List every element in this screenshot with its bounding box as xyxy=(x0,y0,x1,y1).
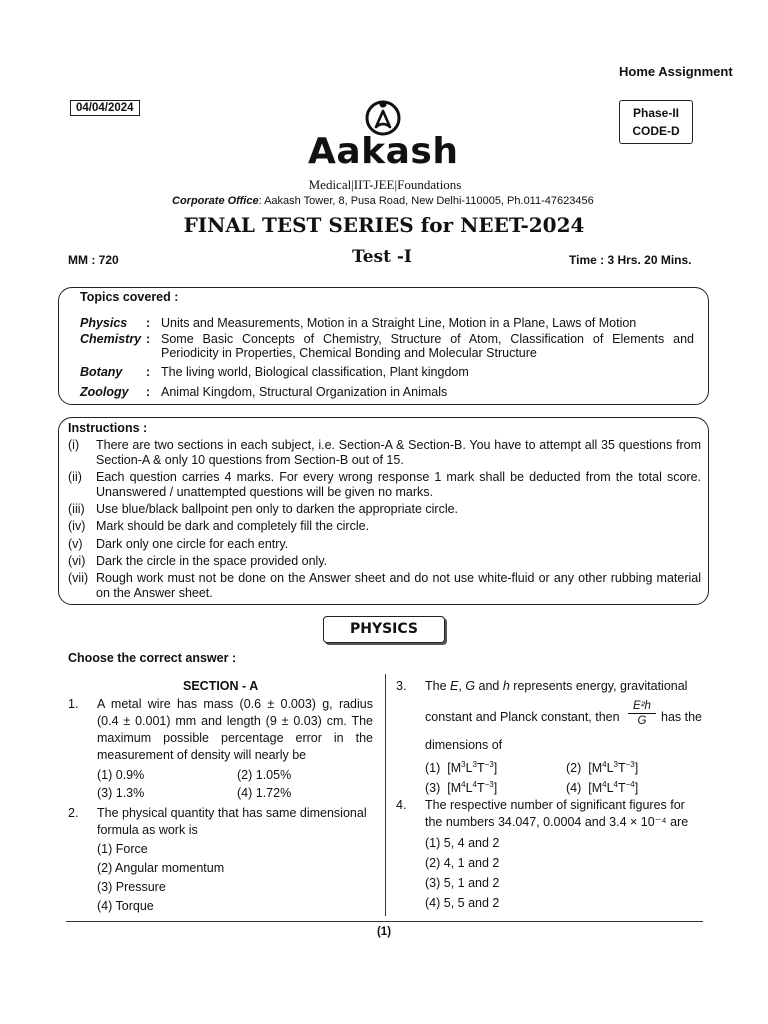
question-text: dimensions of xyxy=(425,738,503,752)
fraction-e2h-over-g xyxy=(628,699,656,728)
topic-colon: : xyxy=(146,332,151,346)
question-text: The physical quantity that has same dimensional xyxy=(97,806,367,820)
question-number: 2. xyxy=(68,806,79,820)
corporate-office-address: : Aakash Tower, 8, Pusa Road, New Delhi-110005, Ph.011-47623456 xyxy=(258,195,594,207)
choose-correct-answer: Choose the correct answer : xyxy=(68,651,237,665)
answer-option[interactable]: (4) Torque xyxy=(97,899,154,913)
question-text: maximum possible percentage error in the xyxy=(97,731,373,745)
instruction-text: on the Answer sheet. xyxy=(96,586,213,600)
question-text: A metal wire has mass (0.6 ± 0.003) g, radius xyxy=(97,697,373,711)
instruction-number: (vii) xyxy=(68,571,89,585)
instruction-number: (i) xyxy=(68,438,80,452)
instruction-text: Mark should be dark and completely fill the circle. xyxy=(96,519,370,533)
question-text: constant and Planck constant, then xyxy=(425,710,620,724)
question-text: measurement of density will nearly be xyxy=(97,748,307,762)
answer-option[interactable]: (4) 5, 5 and 2 xyxy=(425,896,500,910)
answer-option[interactable]: (4) $[M^4L^4T^{-4}]$ xyxy=(566,780,639,796)
answer-option[interactable]: (1) $[M^3L^3T^{-3}]$ xyxy=(425,760,498,776)
question-text: the numbers 34.047, 0.0004 and 3.4 × 10⁻⁴ are xyxy=(425,815,689,829)
instruction-text: Use blue/black ballpoint pen only to darken the appropriate circle. xyxy=(96,502,459,516)
instruction-number: (v) xyxy=(68,537,83,551)
instruction-text: Unanswered / unattempted questions will be given no marks. xyxy=(96,485,433,499)
instruction-text: Section-A & only 10 questions from Section-B out of 15. xyxy=(96,453,404,467)
answer-option[interactable]: (4) 1.72% xyxy=(237,786,292,800)
question-number: 4. xyxy=(396,798,407,812)
topic-colon: : xyxy=(146,316,151,330)
answer-option[interactable]: (3) 1.3% xyxy=(97,786,145,800)
topic-subject-botany: Botany xyxy=(80,365,123,379)
instruction-number: (vi) xyxy=(68,554,86,568)
column-divider xyxy=(385,674,386,916)
answer-option[interactable]: (3) Pressure xyxy=(97,880,166,894)
subject-banner-physics: PHYSICS xyxy=(323,616,445,643)
topic-text-zoology: Animal Kingdom, Structural Organization in Animals xyxy=(161,385,448,399)
answer-option[interactable]: (1) 0.9% xyxy=(97,768,145,782)
instruction-text: There are two sections in each subject, i.e. Section-A & Section-B. You have to attempt all 35 questions from xyxy=(96,438,701,452)
phase-code-box xyxy=(619,100,693,144)
answer-option[interactable]: (1) Force xyxy=(97,842,148,856)
max-marks: MM : 720 xyxy=(68,253,119,267)
topic-subject-chemistry: Chemistry xyxy=(80,332,142,346)
topic-text-chemistry: Some Basic Concepts of Chemistry, Structure of Atom, Classification of Elements and xyxy=(161,332,694,346)
topic-colon: : xyxy=(146,385,151,399)
page-title: FINAL TEST SERIES for NEET-2024 xyxy=(183,213,585,237)
fraction-numerator: E²h xyxy=(628,699,656,714)
instruction-number: (ii) xyxy=(68,470,82,484)
question-number: 3. xyxy=(396,679,407,693)
answer-option[interactable]: (3) 5, 1 and 2 xyxy=(425,876,500,890)
answer-option[interactable]: (2) 4, 1 and 2 xyxy=(425,856,500,870)
corporate-office-label: Corporate Office xyxy=(172,195,259,207)
instruction-text: Each question carries 4 marks. For every wrong response 1 mark shall be deducted from the total score. xyxy=(96,470,701,484)
question-text: formula as work is xyxy=(97,823,198,837)
question-text: The E, G and h represents energy, gravitational xyxy=(425,679,688,693)
instruction-number: (iv) xyxy=(68,519,86,533)
footer-rule xyxy=(66,921,703,922)
topic-text-chemistry-cont: Periodicity in Properties, Chemical Bonding and Molecular Structure xyxy=(161,346,537,360)
answer-option[interactable]: (2) Angular momentum xyxy=(97,861,225,875)
brand-tagline: Medical|IIT-JEE|Foundations xyxy=(308,177,462,192)
code-label: CODE-D xyxy=(632,124,680,138)
question-text: has the xyxy=(661,710,703,724)
answer-option[interactable]: (3) $[M^4L^4T^{-3}]$ xyxy=(425,780,498,796)
corporate-office-line xyxy=(172,195,594,207)
home-assignment-label: Home Assignment xyxy=(619,64,733,79)
date-box: 04/04/2024 xyxy=(70,100,140,116)
page-number: (1) xyxy=(376,926,392,938)
answer-option[interactable]: (2) $[M^4L^3T^{-3}]$ xyxy=(566,760,639,776)
answer-option[interactable]: (2) 1.05% xyxy=(237,768,292,782)
instruction-text: Dark only one circle for each entry. xyxy=(96,537,289,551)
question-text: (0.4 ± 0.001) mm and length (9 ± 0.03) cm. The xyxy=(97,714,373,728)
topic-subject-zoology: Zoology xyxy=(80,385,129,399)
test-label: Test -I xyxy=(352,247,412,267)
instruction-number: (iii) xyxy=(68,502,85,516)
instruction-text: Dark the circle in the space provided only. xyxy=(96,554,328,568)
topic-text-botany: The living world, Biological classification, Plant kingdom xyxy=(161,365,469,379)
topic-text-physics: Units and Measurements, Motion in a Straight Line, Motion in a Plane, Laws of Motion xyxy=(161,316,637,330)
question-number: 1. xyxy=(68,697,79,711)
time-label: Time : 3 Hrs. 20 Mins. xyxy=(569,253,692,267)
brand-name: Aakash xyxy=(308,131,459,172)
phase-label: Phase-II xyxy=(632,106,680,120)
topic-subject-physics: Physics xyxy=(80,316,128,330)
section-heading: SECTION - A xyxy=(183,679,259,693)
answer-option[interactable]: (1) 5, 4 and 2 xyxy=(425,836,500,850)
topics-heading: Topics covered : xyxy=(80,290,179,304)
fraction-denominator: G xyxy=(637,715,647,727)
instructions-heading: Instructions : xyxy=(68,421,148,435)
topic-colon: : xyxy=(146,365,151,379)
question-text: The respective number of significant figures for xyxy=(425,798,685,812)
instruction-text: Rough work must not be done on the Answer sheet and do not use white-fluid or any other rubbing material xyxy=(96,571,701,585)
